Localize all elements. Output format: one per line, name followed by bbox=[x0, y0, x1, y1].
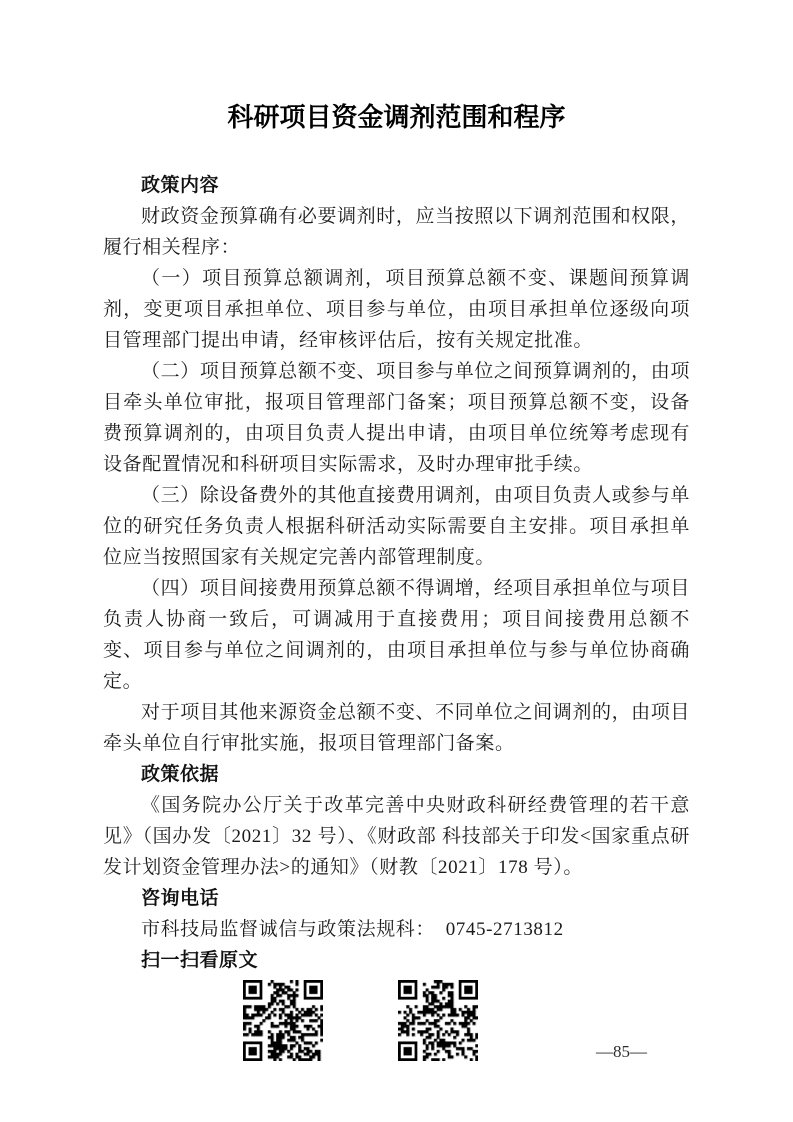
section-heading-scan-qr: 扫一扫看原文 bbox=[141, 950, 259, 971]
qr-code-right bbox=[398, 980, 478, 1061]
section-heading-policy-content: 政策内容 bbox=[141, 175, 220, 196]
paragraph-phone: 市科技局监督诚信与政策法规科： 0745-2713812 bbox=[141, 919, 564, 940]
page-number: —85— bbox=[596, 1042, 647, 1061]
paragraph-item-3: （三）除设备费外的其他直接费用调剂，由项目负责人或参与单位的研究任务负责人根据科研活动实际需要自主安排。项目承担单位应当按照国家有关规定完善内部管理制度。 bbox=[103, 485, 690, 568]
paragraph-item-2: （二）项目预算总额不变、项目参与单位之间预算调剂的，由项目牵头单位审批，报项目管理部门备案；项目预算总额不变，设备费预算调剂的，由项目负责人提出申请，由项目单位统筹考虑现有设备配置情况和科研项目实际需求，及时办理审批手续。 bbox=[103, 361, 690, 475]
paragraph-item-4: （四）项目间接费用预算总额不得调增，经项目承担单位与项目负责人协商一致后，可调减用于直接费用；项目间接费用总额不变、项目参与单位之间调剂的，由项目承担单位与参与单位协商确定。 bbox=[103, 578, 690, 692]
paragraph-policy-basis: 《国务院办公厅关于改革完善中央财政科研经费管理的若干意见》（国办发〔2021〕32 号）、《财政部 科技部关于印发<国家重点研发计划资金管理办法>的通知》（财教〔2021〕178 号）。 bbox=[103, 795, 690, 878]
qr-code-left bbox=[243, 980, 323, 1061]
document-title: 科研项目资金调剂范围和程序 bbox=[227, 103, 566, 132]
section-heading-consult-phone: 咨询电话 bbox=[141, 888, 220, 909]
paragraph-other-funds: 对于项目其他来源资金总额不变、不同单位之间调剂的，由项目牵头单位自行审批实施，报项目管理部门备案。 bbox=[103, 702, 690, 754]
content-column bbox=[103, 0, 690, 1061]
paragraph-item-1: （一）项目预算总额调剂，项目预算总额不变、课题间预算调剂，变更项目承担单位、项目参与单位，由项目承担单位逐级向项目管理部门提出申请，经审核评估后，按有关规定批准。 bbox=[103, 268, 690, 351]
paragraph-intro: 财政资金预算确有必要调剂时，应当按照以下调剂范围和权限，履行相关程序： bbox=[103, 206, 690, 258]
section-heading-policy-basis: 政策依据 bbox=[141, 764, 220, 785]
